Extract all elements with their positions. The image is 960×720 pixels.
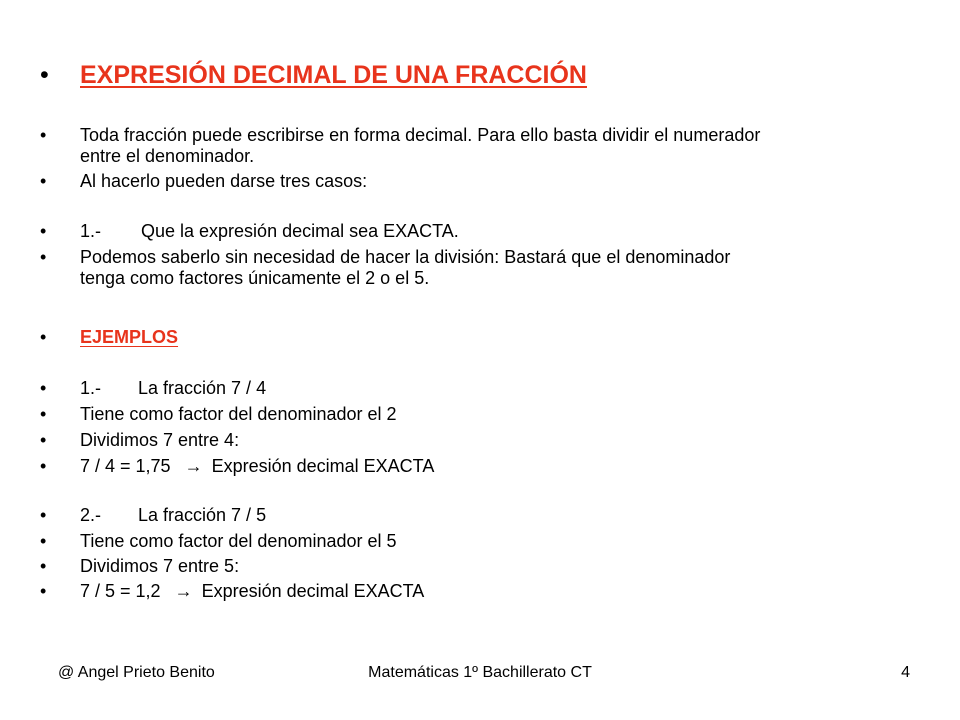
example2-divide: Dividimos 7 entre 5: — [80, 556, 240, 576]
case1-explain — [80, 247, 920, 289]
bullet-dot: • — [40, 581, 47, 601]
example1-divide: Dividimos 7 entre 4: — [80, 430, 240, 450]
example1-fraction-text: La fracción 7 / 4 — [138, 378, 267, 398]
case1-description: Que la expresión decimal sea EXACTA. — [141, 221, 459, 241]
example1-result-line — [80, 456, 920, 477]
bullet-dot: • — [40, 171, 47, 191]
bullet-dot: • — [40, 556, 47, 576]
example2-result-label: Expresión decimal EXACTA — [201, 581, 425, 601]
right-arrow-icon: → — [184, 456, 203, 476]
example2-number: 2.- — [80, 505, 102, 525]
intro-line-1: Toda fracción puede escribirse en forma decimal. Para ello basta dividir el numerador — [80, 125, 761, 145]
intro-line-2: entre el denominador. — [80, 146, 255, 166]
bullet-dot: • — [40, 221, 47, 241]
bullet-dot: • — [40, 378, 47, 398]
example2-result-line — [80, 581, 920, 602]
example1-result-label: Expresión decimal EXACTA — [211, 456, 435, 476]
slide-title: EXPRESIÓN DECIMAL DE UNA FRACCIÓN — [80, 61, 587, 89]
bullet-dot: • — [40, 327, 47, 347]
example1-number: 1.- — [80, 378, 102, 398]
footer-author: @ Angel Prieto Benito — [58, 664, 215, 681]
case1-explain-line-1: Podemos saberlo sin necesidad de hacer la división: Bastará que el denominador — [80, 247, 731, 267]
examples-heading: EJEMPLOS — [80, 327, 179, 347]
example2-result: 7 / 5 = 1,2 — [80, 581, 161, 601]
bullet-dot: • — [40, 404, 47, 424]
case1-explain-line-2: tenga como factores únicamente el 2 o el 5. — [80, 268, 430, 288]
bullet-dot: • — [40, 125, 47, 145]
example2-fraction-text: La fracción 7 / 5 — [138, 505, 267, 525]
right-arrow-icon: → — [174, 581, 193, 601]
footer-course: Matemáticas 1º Bachillerato CT — [368, 664, 592, 681]
example1-factor: Tiene como factor del denominador el 2 — [80, 404, 397, 424]
bullet-dot: • — [40, 430, 47, 450]
example1-result: 7 / 4 = 1,75 — [80, 456, 171, 476]
bullet-dot: • — [40, 505, 47, 525]
example2-fraction — [80, 505, 920, 526]
bullet-dot: • — [40, 61, 49, 89]
bullet-dot: • — [40, 456, 47, 476]
bullet-dot: • — [40, 531, 47, 551]
case1-number: 1.- — [80, 221, 102, 241]
footer-page-number: 4 — [901, 664, 910, 681]
example2-factor: Tiene como factor del denominador el 5 — [80, 531, 397, 551]
case1-text — [80, 221, 920, 242]
intro-text — [80, 125, 920, 167]
example1-fraction — [80, 378, 920, 399]
cases-text: Al hacerlo pueden darse tres casos: — [80, 171, 368, 191]
bullet-dot: • — [40, 247, 47, 267]
